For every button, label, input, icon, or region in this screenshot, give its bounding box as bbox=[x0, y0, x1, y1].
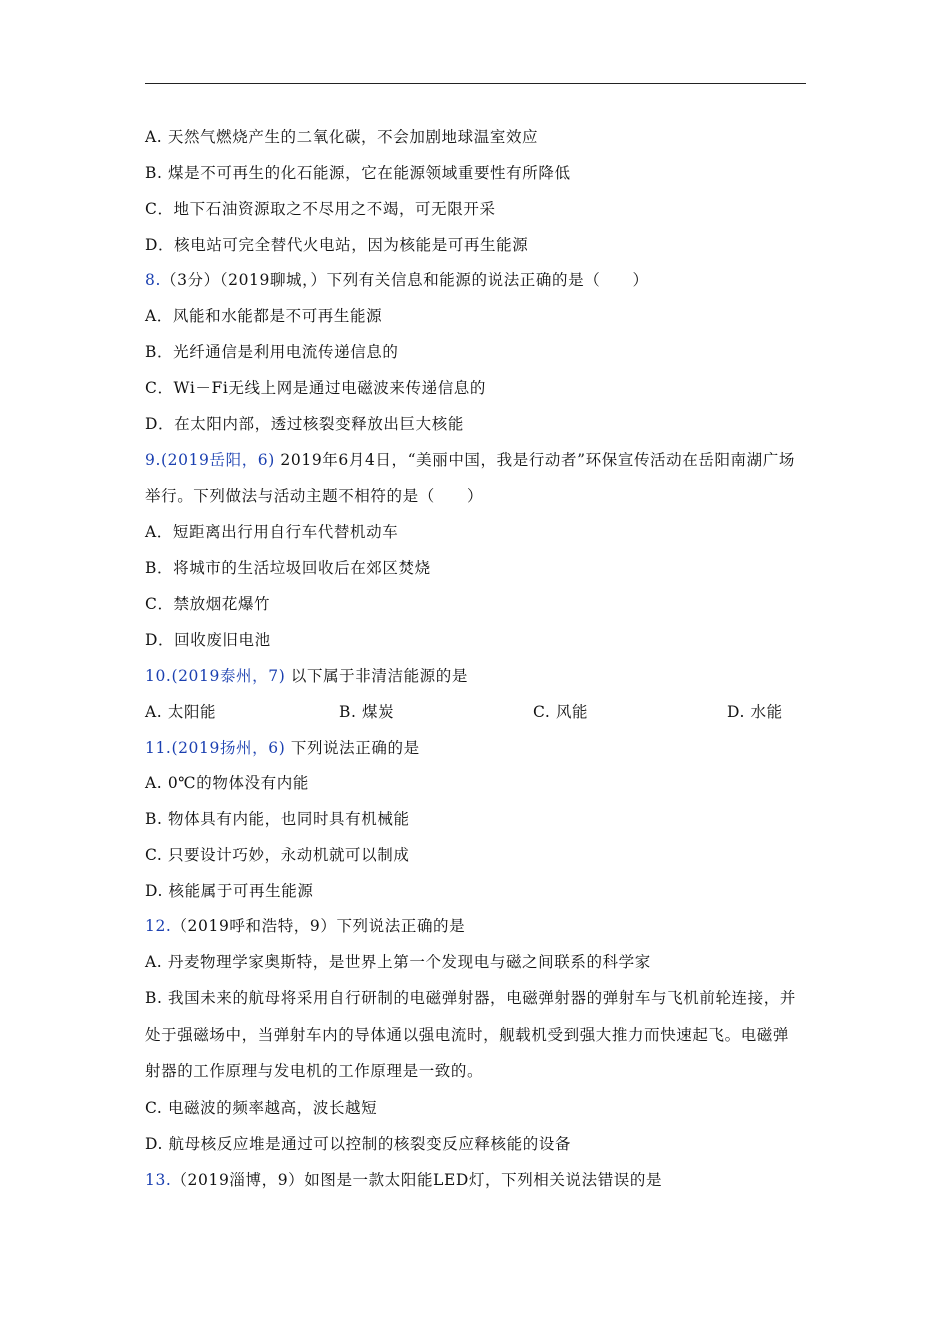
q12-option-b-line2: 处于强磁场中，当弹射车内的导体通以强电流时，舰载机受到强大推力而快速起飞。电磁弹 bbox=[145, 1026, 790, 1044]
q8-stem bbox=[145, 270, 649, 290]
q7-option-d: D．核电站可完全替代火电站，因为核能是可再生能源 bbox=[145, 236, 529, 254]
q10-number: 10. bbox=[145, 667, 172, 685]
q9-option-b: B．将城市的生活垃圾回收后在郊区焚烧 bbox=[145, 559, 431, 577]
q9-number: 9. bbox=[145, 451, 161, 469]
q9-option-d: D．回收废旧电池 bbox=[145, 631, 271, 649]
q11-option-b: B. 物体具有内能，也同时具有机械能 bbox=[145, 810, 410, 828]
q12-number: 12. bbox=[145, 917, 172, 935]
q7-option-a: A. 天然气燃烧产生的二氧化碳，不会加剧地球温室效应 bbox=[145, 128, 539, 146]
q12-option-b-line1: B. 我国未来的航母将采用自行研制的电磁弹射器，电磁弹射器的弹射车与飞机前轮连接，并 bbox=[145, 989, 796, 1007]
q12-option-d: D. 航母核反应堆是通过可以控制的核裂变反应释核能的设备 bbox=[145, 1135, 572, 1153]
q9-source: (2019岳阳，6) bbox=[161, 451, 275, 469]
q9-option-c: C．禁放烟花爆竹 bbox=[145, 595, 271, 613]
q7-option-b: B. 煤是不可再生的化石能源，它在能源领域重要性有所降低 bbox=[145, 164, 571, 182]
q8-option-c: C．Wi－Fi无线上网是通过电磁波来传递信息的 bbox=[145, 379, 486, 397]
q12-stem-text: （2019呼和浩特，9）下列说法正确的是 bbox=[171, 917, 466, 935]
q10-option-d: D. 水能 bbox=[727, 703, 783, 721]
q8-option-d: D．在太阳内部，透过核裂变释放出巨大核能 bbox=[145, 415, 464, 433]
q8-stem-text: （3分）（2019聊城，）下列有关信息和能源的说法正确的是（ ） bbox=[161, 271, 649, 289]
q10-option-a: A. 太阳能 bbox=[145, 703, 217, 721]
q10-option-b: B. 煤炭 bbox=[339, 703, 395, 721]
q12-option-c: C. 电磁波的频率越高，波长越短 bbox=[145, 1099, 378, 1117]
q8-option-b: B．光纤通信是利用电流传递信息的 bbox=[145, 343, 399, 361]
q11-option-a: A. 0℃的物体没有内能 bbox=[145, 774, 309, 792]
q13-stem-text: （2019淄博，9）如图是一款太阳能LED灯，下列相关说法错误的是 bbox=[171, 1171, 663, 1189]
q11-stem bbox=[145, 738, 420, 758]
q8-option-a: A．风能和水能都是不可再生能源 bbox=[145, 307, 383, 325]
q10-option-c: C. 风能 bbox=[533, 703, 589, 721]
q10-source: (2019泰州，7) bbox=[171, 667, 286, 685]
q10-stem-text: 以下属于非清洁能源的是 bbox=[285, 667, 468, 685]
q11-number: 11. bbox=[145, 739, 172, 757]
q8-number: 8. bbox=[145, 271, 161, 289]
q9-stem-line2: 举行。下列做法与活动主题不相符的是（ ） bbox=[145, 487, 484, 505]
q11-option-d: D. 核能属于可再生能源 bbox=[145, 882, 314, 900]
q9-option-a: A．短距离出行用自行车代替机动车 bbox=[145, 523, 399, 541]
q11-stem-text: 下列说法正确的是 bbox=[285, 739, 420, 757]
q13-stem bbox=[145, 1170, 662, 1190]
q12-option-a: A. 丹麦物理学家奥斯特，是世界上第一个发现电与磁之间联系的科学家 bbox=[145, 953, 651, 971]
q11-source: (2019扬州，6) bbox=[171, 739, 286, 757]
q12-option-b-line3: 射器的工作原理与发电机的工作原理是一致的。 bbox=[145, 1062, 484, 1080]
q12-stem bbox=[145, 916, 465, 936]
q7-option-c: C．地下石油资源取之不尽用之不竭，可无限开采 bbox=[145, 200, 496, 218]
q11-option-c: C. 只要设计巧妙，永动机就可以制成 bbox=[145, 846, 410, 864]
header-rule bbox=[145, 83, 806, 84]
q10-stem bbox=[145, 666, 468, 686]
q13-number: 13. bbox=[145, 1171, 172, 1189]
q9-stem-text: 2019年6月4日，“美丽中国，我是行动者”环保宣传活动在岳阳南湖广场 bbox=[274, 451, 795, 469]
q9-stem-line1 bbox=[145, 450, 795, 470]
